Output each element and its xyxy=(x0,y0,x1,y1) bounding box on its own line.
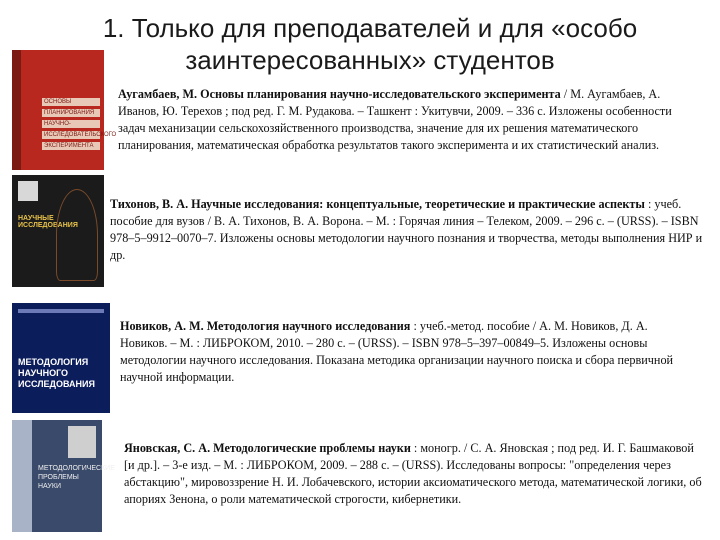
cover-title: НАУЧНЫЕ ИССЛЕДОВАНИЯ xyxy=(18,215,78,229)
entry-title: Аугамбаев, М. Основы планирования научно-исследовательского эксперимента xyxy=(118,87,561,101)
cover-line: ЭКСПЕРИМЕНТА xyxy=(42,142,100,150)
cover-stripe xyxy=(18,309,104,313)
cover-spine xyxy=(12,420,32,532)
vitruvian-figure-icon xyxy=(56,189,98,281)
book-cover-tikhonov xyxy=(12,175,104,287)
author-portrait xyxy=(68,426,96,458)
entry-title: Новиков, А. М. Методология научного исследования xyxy=(120,319,411,333)
cover-line: НАУЧНО- xyxy=(42,120,100,128)
bibliography-entry xyxy=(110,196,704,264)
book-cover-yanovskaya xyxy=(12,420,115,532)
entry-title: Тихонов, В. А. Научные исследования: концептуальные, теоретические и практические аспекты xyxy=(110,197,645,211)
cover-title: МЕТОДОЛОГИЯ НАУЧНОГО ИССЛЕДОВАНИЯ xyxy=(18,357,95,389)
cover-title: МЕТОДОЛОГИЧЕСКИЕ ПРОБЛЕМЫ НАУКИ xyxy=(38,465,115,490)
bibliography-entry xyxy=(118,86,702,154)
entry-details: / М. Аугамбаев, А. Иванов, Ю. Терехов ; под ред. Г. М. Рудакова. – Ташкент : Укитувчи, 2009. – 336 с. Изложены особенности задач механизации сельскохозяйственного производства, значение для их решения математического планирования, математическая обработка результатов такого эксперимента и их статистический анализ. xyxy=(118,87,672,152)
cover-line: ИССЛЕДОВАТЕЛЬСКОГО xyxy=(44,132,117,138)
book-cover-augambaev xyxy=(12,50,117,170)
cover-line: ОСНОВЫ xyxy=(42,98,100,106)
bibliography-entry xyxy=(124,440,704,508)
cover-emblem xyxy=(18,181,38,201)
bibliography-entry xyxy=(120,318,680,386)
cover-title-lines xyxy=(42,98,117,153)
cover-spine xyxy=(12,50,21,170)
entry-details: : учеб. пособие для вузов / В. А. Тихонов, В. А. Ворона. – М. : Горячая линия – Телеком, 2009. – 296 с. – (URSS). – ISBN 978–5–9912–0070–7. Изложены основы методологии научного познания и творчества, методы выполнения НИР и др. xyxy=(110,197,703,262)
entry-details: : учеб.-метод. пособие / А. М. Новиков, Д. А. Новиков. – М. : ЛИБРОКОМ, 2010. – 280 с. – (URSS). – ISBN 978–5–397–00849–5. Изложены основы методологии научного исследования. Показана методика организации научного поиска и сбора первичной научной информации. xyxy=(120,319,674,384)
book-cover-novikov xyxy=(12,303,110,413)
entry-title: Яновская, С. А. Методологические проблемы науки xyxy=(124,441,411,455)
page-title: 1. Только для преподавателей и для «особо заинтересованных» студентов xyxy=(102,13,638,75)
cover-line: ПЛАНИРОВАНИЯ xyxy=(42,109,100,117)
entry-details: : моногр. / С. А. Яновская ; под ред. И. Г. Башмаковой [и др.]. – 3-е изд. – М. : ЛИБРОКОМ, 2009. – 288 с. – (URSS). Исследованы вопросы: "определения через абстакцию", мировоззрение Н. И. Лобачевского, истории аксиоматического метода, математической логики, об апориях Зенона, о роли математической строгости, кибернетики. xyxy=(124,441,702,506)
